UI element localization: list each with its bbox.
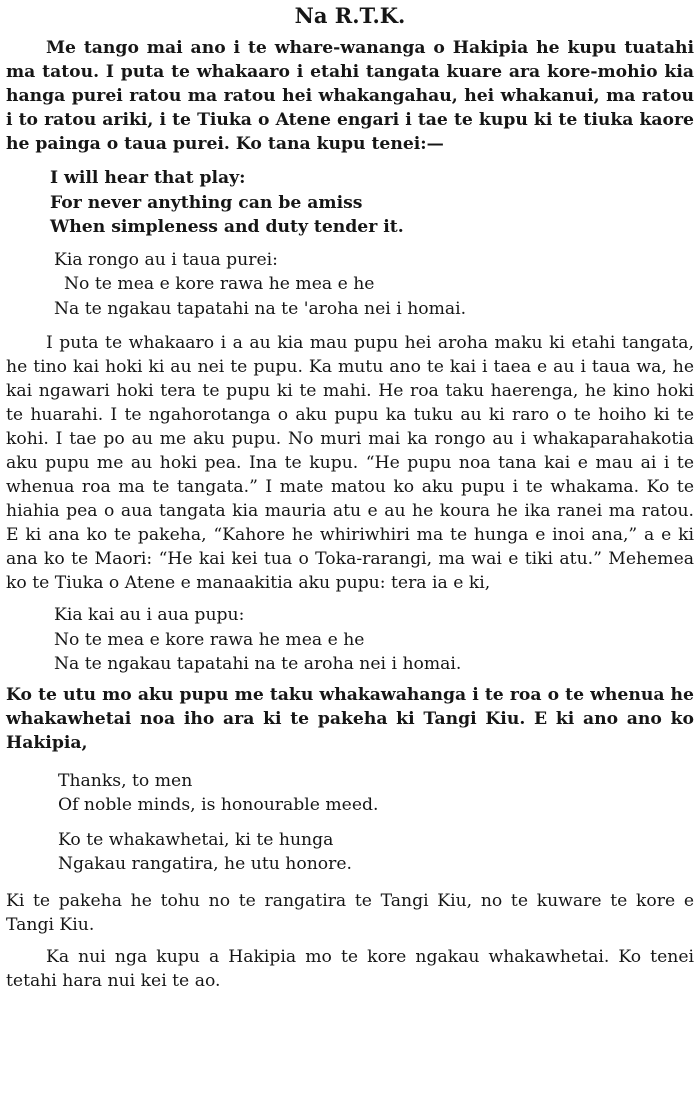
verse-line: No te mea e kore rawa he mea e he	[64, 274, 375, 294]
english-quote-1	[50, 166, 694, 240]
verse-line: Kia kai au i aua pupu:	[54, 605, 245, 625]
payment-paragraph: Ko te utu mo aku pupu me taku whakawahanga i te roa o te whenua he whakawhetai noa iho ara ki te pakeha ki Tangi Kiu. E ki ano ano ko Hakipia,	[6, 684, 694, 753]
verse-line: Na te ngakau tapatahi na te aroha nei i homai.	[54, 654, 462, 674]
verse-line: Thanks, to men	[58, 770, 193, 791]
closing-paragraph: Ka nui nga kupu a Hakipia mo te kore ngakau whakawhetai. Ko tenei tetahi hara nui kei te ao.	[6, 946, 694, 991]
maori-verse-2	[54, 603, 694, 677]
article-title: Na R.T.K.	[294, 3, 406, 28]
verse-line: No te mea e kore rawa he mea e he	[54, 629, 365, 650]
verse-line: For never anything can be amiss	[50, 192, 363, 213]
verse-line: I will hear that play:	[50, 168, 246, 188]
verse-line: Kia rongo au i taua purei:	[54, 249, 278, 270]
pupu-paragraph: I puta te whakaaro i a au kia mau pupu hei aroha maku ki etahi tangata, he tino kai hoki ki au nei te pupu. Ka mutu ano te kai i taea e au i taua wa, he kai ngawari hoki tera te pupu ki te mahi. He roa taku haerenga, he kino hoki te huarahi. I te ngahorotanga o aku pupu ka tuku au ki raro o te hoiho ki te kohi. I tae po au me aku pupu. No muri mai ka rongo au i whakaparahakotia aku pupu me au hoki pea. Ina te kupu. “He pupu noa tana kai e mau ai i te whenua roa ma te tangata.” I mate matou ko aku pupu i te whakama. Ko te hiahia pea o aua tangata kia mauria atu e au he koura he ika ranei ma ratou. E ki ana ko te pakeha, “Kahore he whiriwhiri ma te hunga e inoi ana,” a e ki ana ko te Maori: “He kai kei tua o Toka-rarangi, ma wai e tiki atu.” Mehemea ko te Tiuka o Atene e manaakitia aku pupu: tera ia e ki,	[6, 333, 694, 593]
thank-you-paragraph: Ki te pakeha he tohu no te rangatira te Tangi Kiu, no te kuware te kore e Tangi Kiu.	[6, 890, 694, 935]
verse-line: Na te ngakau tapatahi na te 'aroha nei i homai.	[54, 298, 467, 319]
verse-line: When simpleness and duty tender it.	[50, 217, 404, 237]
verse-line: Of noble minds, is honourable meed.	[58, 795, 379, 815]
intro-paragraph: Me tango mai ano i te whare-wananga o Hakipia he kupu tuatahi ma tatou. I puta te whakaaro i etahi tangata kuare ara kore-mohio kia hanga purei ratou ma ratou hei whakangahau, hei whakanui, ma ratou i to ratou ariki, i te Tiuka o Atene engari i tae te kupu ki te tiuka kaore he painga o taua purei. Ko tana kupu tenei:—	[6, 38, 694, 154]
maori-translation-2	[58, 828, 694, 877]
verse-line: Ngakau rangatira, he utu honore.	[58, 854, 352, 874]
english-quote-2	[58, 769, 694, 818]
maori-translation-1	[54, 248, 694, 322]
verse-line: Ko te whakawhetai, ki te hunga	[58, 829, 334, 850]
